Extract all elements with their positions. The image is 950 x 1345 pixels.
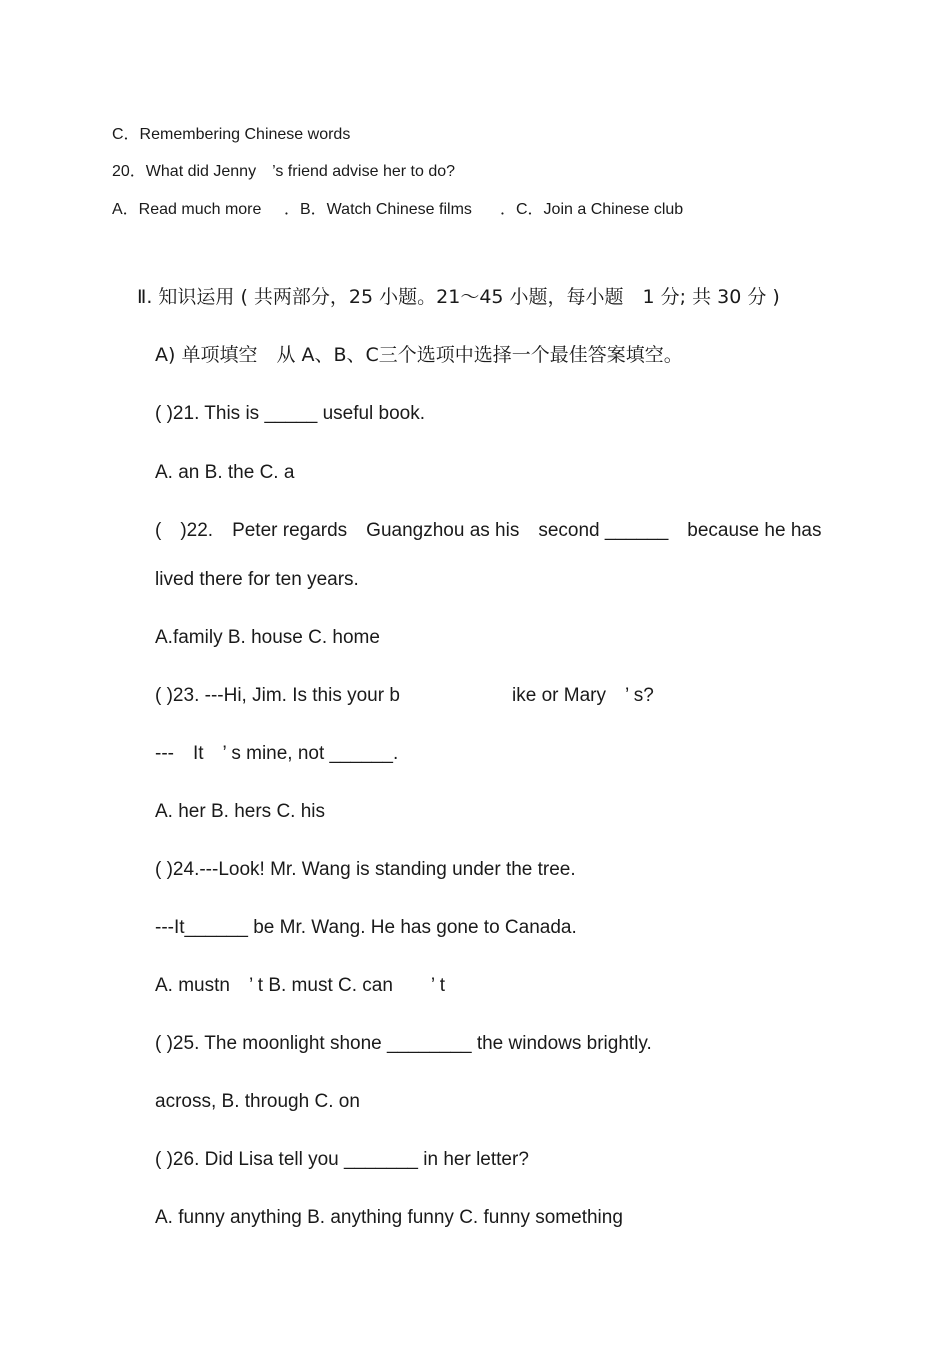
q23-stem: ( )23. ---Hi, Jim. Is this your b	[155, 685, 400, 706]
q22-stem-continued: lived there for ten years.	[155, 569, 359, 590]
q26-options: A. funny anything B. anything funny C. funny something	[155, 1207, 623, 1228]
part-a-instruction: A) 单项填空 从 A、B、C三个选项中选择一个最佳答案填空。	[155, 344, 683, 366]
q23-stem-end: ike or Mary ’ s?	[512, 685, 654, 706]
q25-options: across, B. through C. on	[155, 1091, 360, 1112]
q21-options: A. an B. the C. a	[155, 462, 295, 483]
q20-option-c: ．C．Join a Chinese club	[500, 201, 684, 218]
q26-stem: ( )26. Did Lisa tell you _______ in her letter?	[155, 1149, 529, 1170]
q21-stem: ( )21. This is _____ useful book.	[155, 403, 426, 424]
q20-option-a: A．Read much more	[112, 201, 262, 218]
q24-stem: ( )24.---Look! Mr. Wang is standing under the tree.	[155, 859, 576, 880]
q25-stem: ( )25. The moonlight shone ________ the windows brightly.	[155, 1033, 652, 1054]
q24-reply: ---It______ be Mr. Wang. He has gone to Canada.	[155, 917, 577, 938]
q23-options: A. her B. hers C. his	[155, 801, 326, 822]
q20-question: 20．What did Jenny ’s friend advise her to do?	[112, 163, 456, 180]
q24-options: A. mustn ’ t B. must C. can ’ t	[155, 975, 445, 996]
q22-options: A.family B. house C. home	[155, 627, 380, 648]
q19-option-c: C．Remembering Chinese words	[112, 126, 351, 143]
section-heading: Ⅱ. 知识运用 ( 共两部分，25 小题。21～45 小题，每小题 1 分; 共 30 分 )	[137, 286, 780, 308]
q20-option-b: ．B．Watch Chinese films	[284, 201, 472, 218]
q22-stem: ( )22. Peter regards Guangzhou as his second ______ because he has	[155, 520, 822, 541]
q23-reply: --- It ’ s mine, not ______.	[155, 743, 399, 764]
